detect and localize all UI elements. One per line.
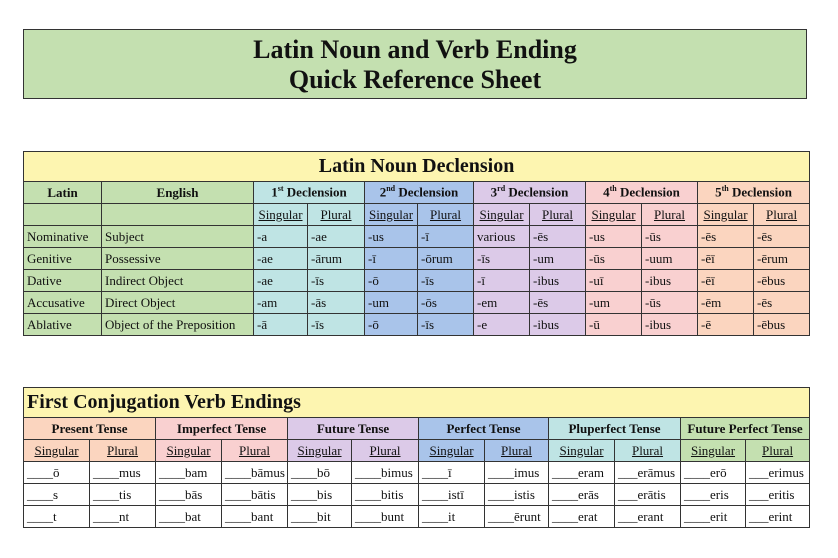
ending-cell: -ī [418,226,474,248]
case-english: Direct Object [102,292,254,314]
ending-cell: -ūs [642,292,698,314]
col-english-header: English [102,182,254,204]
noun-table-caption: Latin Noun Declension [24,152,810,182]
verb-ending-cell: ____ō [24,462,90,484]
ending-cell: -us [365,226,418,248]
case-english: Possessive [102,248,254,270]
singular-header: Singular [698,204,754,226]
table-row [24,462,810,484]
empty-cell [24,204,102,226]
case-name: Nominative [24,226,102,248]
ending-cell: -a [254,226,308,248]
case-name: Ablative [24,314,102,336]
singular-header: Singular [156,440,222,462]
ending-cell: -um [586,292,642,314]
plural-header: Plural [746,440,810,462]
title-line-2: Quick Reference Sheet [288,65,542,94]
case-name: Dative [24,270,102,292]
table-row [24,484,810,506]
declension-header: 5th Declension [698,182,810,204]
verb-ending-cell: ___erimus [746,462,810,484]
verb-ending-cell: ____eris [681,484,746,506]
verb-ending-cell: ____tis [90,484,156,506]
verb-ending-cell: ____ērunt [485,506,549,528]
ending-cell: -ō [365,270,418,292]
verb-endings-table [23,387,810,528]
table-row [24,314,810,336]
ending-cell: -am [254,292,308,314]
verb-ending-cell: ____imus [485,462,549,484]
declension-header: 3rd Declension [474,182,586,204]
verb-ending-cell: ___erant [615,506,681,528]
ending-cell: -ēs [754,292,810,314]
ending-cell: -ēs [530,292,586,314]
ending-cell: -īs [308,270,365,292]
ending-cell: -um [530,248,586,270]
verb-ending-cell: ____istis [485,484,549,506]
plural-header: Plural [418,204,474,226]
title-line-1: Latin Noun and Verb Ending [253,35,577,64]
ending-cell: -um [365,292,418,314]
verb-ending-cell: ____bunt [352,506,419,528]
verb-ending-cell: ____erō [681,462,746,484]
ending-cell: -ārum [308,248,365,270]
verb-ending-cell: ____bis [288,484,352,506]
ending-cell: -ōrum [418,248,474,270]
plural-header: Plural [642,204,698,226]
verb-ending-cell: ____mus [90,462,156,484]
table-row [24,226,810,248]
ending-cell: -ēbus [754,270,810,292]
table-row [24,292,810,314]
plural-header: Plural [352,440,419,462]
ending-cell: -ēs [530,226,586,248]
ending-cell: -ibus [530,314,586,336]
verb-ending-cell: ____bō [288,462,352,484]
singular-header: Singular [474,204,530,226]
plural-header: Plural [222,440,288,462]
verb-ending-cell: ____s [24,484,90,506]
empty-cell [102,204,254,226]
verb-ending-cell: ___erātis [615,484,681,506]
ending-cell: -us [586,226,642,248]
verb-ending-cell: ____t [24,506,90,528]
plural-header: Plural [530,204,586,226]
verb-ending-cell: ____bant [222,506,288,528]
verb-ending-cell: ____erās [549,484,615,506]
ending-cell: -ae [254,248,308,270]
verb-ending-cell: ____it [419,506,485,528]
table-row [24,506,810,528]
ending-cell: -ūs [586,248,642,270]
case-english: Object of the Preposition [102,314,254,336]
verb-ending-cell: ____istī [419,484,485,506]
singular-header: Singular [24,440,90,462]
verb-ending-cell: ____bat [156,506,222,528]
singular-header: Singular [365,204,418,226]
singular-header: Singular [681,440,746,462]
verb-ending-cell: ___erint [746,506,810,528]
col-latin-header: Latin [24,182,102,204]
ending-cell: -ī [474,270,530,292]
ending-cell: -ēī [698,270,754,292]
ending-cell: -ās [308,292,365,314]
case-name: Accusative [24,292,102,314]
ending-cell: -ī [365,248,418,270]
ending-cell: -ēm [698,292,754,314]
ending-cell: -ōs [418,292,474,314]
singular-header: Singular [586,204,642,226]
ending-cell: -ūs [642,226,698,248]
tense-header: Future Perfect Tense [681,418,810,440]
plural-header: Plural [308,204,365,226]
ending-cell: -ō [365,314,418,336]
noun-declension-table [23,151,810,336]
verb-ending-cell: ____bāmus [222,462,288,484]
ending-cell: -ae [308,226,365,248]
tense-header: Perfect Tense [419,418,549,440]
verb-ending-cell: ____bātis [222,484,288,506]
verb-ending-cell: ___erāmus [615,462,681,484]
verb-ending-cell: ____erit [681,506,746,528]
plural-header: Plural [754,204,810,226]
plural-header: Plural [615,440,681,462]
case-name: Genitive [24,248,102,270]
tense-header: Future Tense [288,418,419,440]
ending-cell: -e [474,314,530,336]
verb-ending-cell: ____nt [90,506,156,528]
plural-header: Plural [90,440,156,462]
ending-cell: -ē [698,314,754,336]
verb-ending-cell: ____ī [419,462,485,484]
table-row [24,270,810,292]
ending-cell: -īs [308,314,365,336]
ending-cell: -em [474,292,530,314]
verb-ending-cell: ___eritis [746,484,810,506]
verb-ending-cell: ____bās [156,484,222,506]
declension-header: 4th Declension [586,182,698,204]
plural-header: Plural [485,440,549,462]
verb-ending-cell: ____erat [549,506,615,528]
ending-cell: -ērum [754,248,810,270]
ending-cell: -ēbus [754,314,810,336]
singular-header: Singular [419,440,485,462]
tense-header: Imperfect Tense [156,418,288,440]
page-title [23,29,807,99]
tense-header: Present Tense [24,418,156,440]
singular-header: Singular [288,440,352,462]
case-english: Subject [102,226,254,248]
ending-cell: -īs [418,314,474,336]
verb-ending-cell: ____bam [156,462,222,484]
ending-cell: -uī [586,270,642,292]
ending-cell: -ā [254,314,308,336]
ending-cell: -ibus [530,270,586,292]
declension-header: 1st Declension [254,182,365,204]
ending-cell: -ēī [698,248,754,270]
ending-cell: -ae [254,270,308,292]
ending-cell: -īs [474,248,530,270]
ending-cell: -ēs [754,226,810,248]
singular-header: Singular [254,204,308,226]
ending-cell: various [474,226,530,248]
table-row [24,248,810,270]
declension-header: 2nd Declension [365,182,474,204]
verb-ending-cell: ____eram [549,462,615,484]
ending-cell: -ibus [642,314,698,336]
ending-cell: -uum [642,248,698,270]
case-english: Indirect Object [102,270,254,292]
verb-table-caption: First Conjugation Verb Endings [24,388,810,418]
ending-cell: -ū [586,314,642,336]
verb-ending-cell: ____bimus [352,462,419,484]
verb-ending-cell: ____bit [288,506,352,528]
ending-cell: -ibus [642,270,698,292]
tense-header: Pluperfect Tense [549,418,681,440]
verb-ending-cell: ____bitis [352,484,419,506]
singular-header: Singular [549,440,615,462]
ending-cell: -īs [418,270,474,292]
ending-cell: -ēs [698,226,754,248]
